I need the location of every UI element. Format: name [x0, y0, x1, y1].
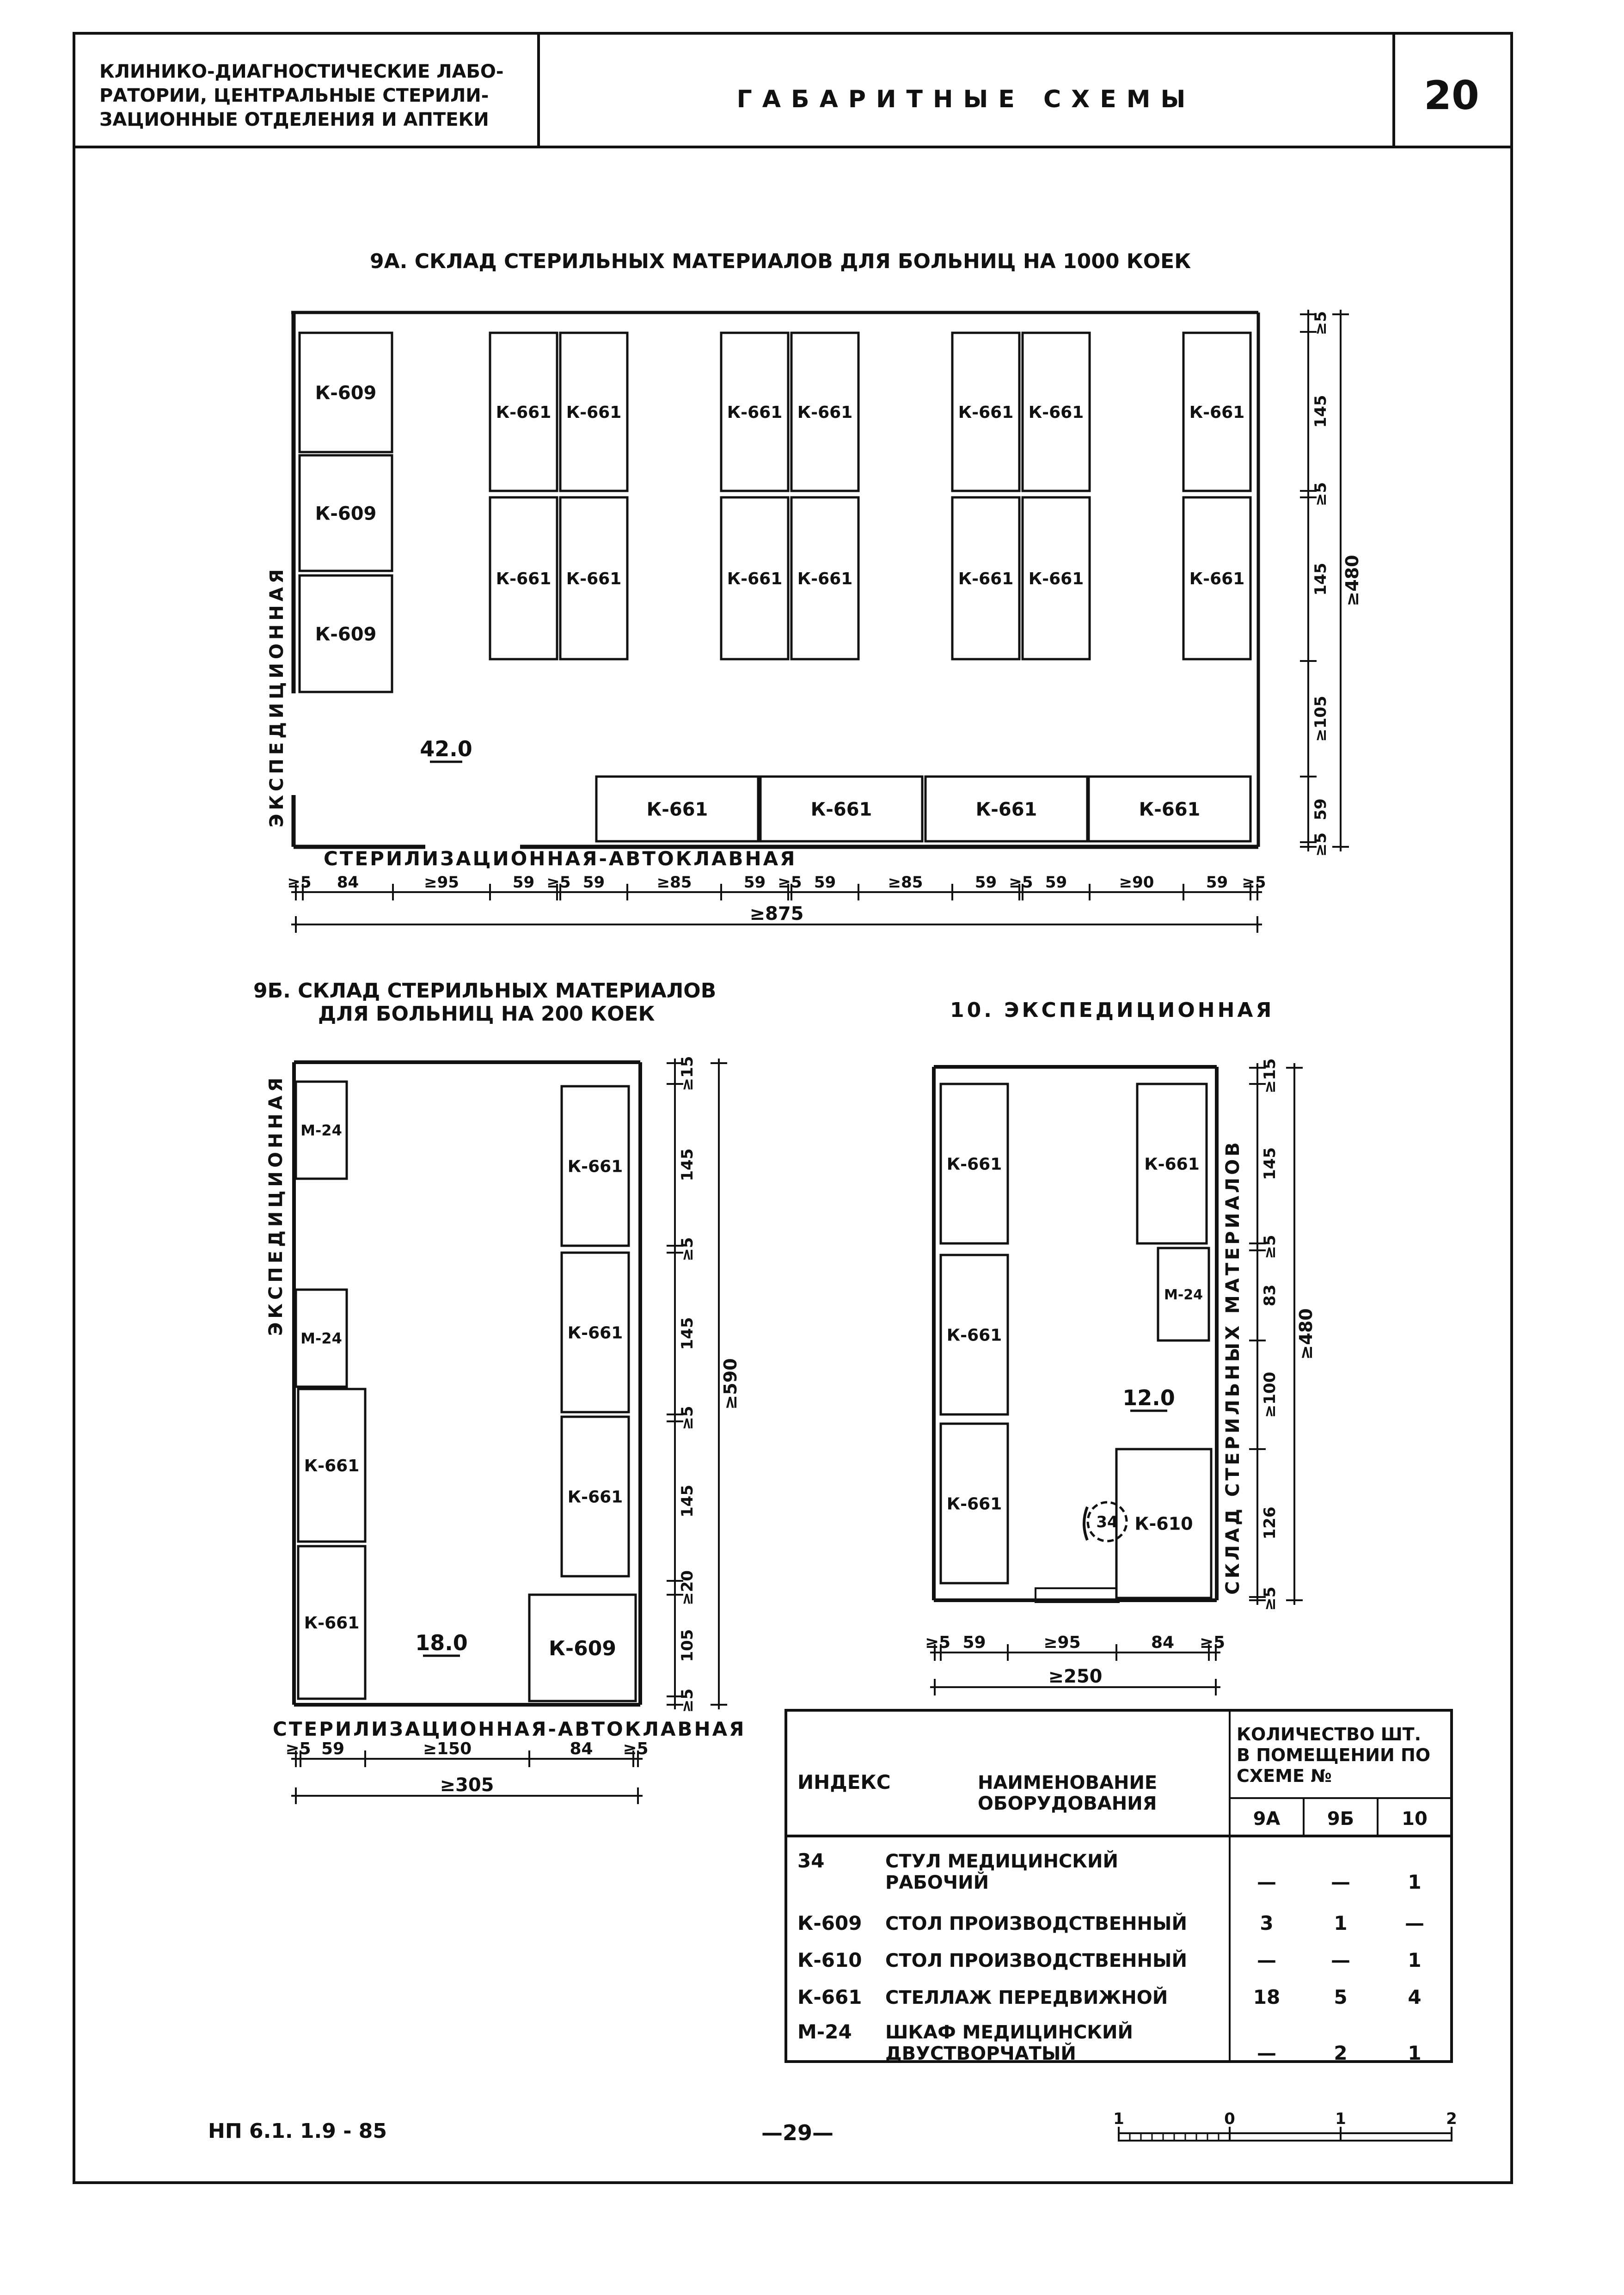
plan-10-left-rack-2-label: К-661 — [946, 1326, 1002, 1345]
equipment-table-scheme-10: 10 — [1402, 1808, 1428, 1830]
table-row-qty-9А: 18 — [1253, 1986, 1281, 2008]
table-row — [797, 1986, 1422, 2008]
plan-10-right-rack — [1137, 1084, 1207, 1243]
table-row-name-1: СТОЛ ПРОИЗВОДСТВЕННЫЙ — [885, 1950, 1187, 1971]
footer-code: НП 6.1. 1.9 - 85 — [208, 2119, 387, 2143]
table-row-name-1: СТЕЛЛАЖ ПЕРЕДВИЖНОЙ — [885, 1987, 1168, 2008]
plan-9b-dim-right-label-7: 105 — [678, 1629, 697, 1662]
plan-9b-title-line-2: ДЛЯ БОЛЬНИЦ НА 200 КОЕК — [318, 1002, 655, 1026]
plan-10 — [925, 1059, 1316, 1695]
equipment-table — [786, 1710, 1452, 2064]
plan-9a-dim-right-label-3: 145 — [1311, 563, 1330, 596]
plan-9a-dim-bottom-label-5: 59 — [582, 873, 605, 892]
table-row-qty-9Б: 1 — [1334, 1912, 1348, 1934]
table-row-qty-9А: — — [1257, 2042, 1276, 2064]
plan-9b-dim-right-label-3: 145 — [678, 1317, 697, 1350]
plan-9a-rack-7-label: К-661 — [797, 403, 853, 422]
table-row-qty-10: — — [1405, 1912, 1424, 1934]
plan-9b-dim-bottom-label-4: ≥5 — [623, 1739, 649, 1758]
plan-10-right-rack-label: К-661 — [1144, 1155, 1200, 1174]
header-left-line-2: РАТОРИИ, ЦЕНТРАЛЬНЫЕ СТЕРИЛИ- — [99, 85, 489, 106]
plan-9b-dim-right — [667, 1056, 697, 1713]
plan-9a-rack-10 — [952, 497, 1019, 659]
table-row — [797, 2020, 1422, 2064]
plan-9b-dim-bottom-label-0: ≥5 — [285, 1739, 311, 1758]
table-row-qty-10: 1 — [1408, 1871, 1422, 1893]
plan-9b-dim-right-label-4: ≥5 — [678, 1406, 697, 1430]
plan-9a-dim-right-label-6: ≥5 — [1311, 832, 1330, 857]
plan-9b-bottom-label: СТЕРИЛИЗАЦИОННАЯ-АВТОКЛАВНАЯ — [273, 1718, 746, 1740]
plan-9b-dim-right-label-2: ≥5 — [678, 1237, 697, 1261]
plan-9b-dim-bottom-label-2: ≥150 — [423, 1739, 472, 1758]
plan-9b-area: 18.0 — [415, 1630, 468, 1655]
table-row-index: К-609 — [797, 1912, 862, 1934]
table-row-name-1: СТУЛ МЕДИЦИНСКИЙ — [885, 1851, 1118, 1872]
plan-10-dim-right-label-3: 83 — [1261, 1284, 1279, 1307]
plan-10-left-rack-3-label: К-661 — [946, 1494, 1002, 1514]
plan-9a-rack-13 — [1183, 333, 1250, 491]
table-row — [797, 1849, 1422, 1893]
equipment-table-col-name-1: НАИМЕНОВАНИЕ — [978, 1772, 1158, 1793]
plan-9b-right-rack-3-label: К-661 — [567, 1487, 623, 1507]
plan-9b-title-line-1: 9Б. СКЛАД СТЕРИЛЬНЫХ МАТЕРИАЛОВ — [253, 979, 717, 1003]
plan-10-left-rack-3 — [941, 1424, 1008, 1583]
equipment-table-col-index: ИНДЕКС — [797, 1771, 891, 1793]
plan-9a-dim-total-h-label-0: ≥480 — [1342, 555, 1362, 606]
plan-9b-dim-total — [291, 1775, 643, 1804]
sheet-number: 20 — [1424, 73, 1479, 119]
plan-9b-table-label: К-609 — [548, 1636, 617, 1660]
plan-10-dim-bottom-label-4: ≥5 — [1199, 1633, 1226, 1652]
plan-9a-bottom-rack-3 — [925, 777, 1087, 841]
equipment-table-col-qty-2: В ПОМЕЩЕНИИ ПО — [1237, 1745, 1431, 1765]
plan-9a-bottom-rack-2-label: К-661 — [810, 799, 872, 820]
plan-9a-dim-right-label-2: ≥5 — [1311, 482, 1330, 507]
plan-9b-dim-total-h — [711, 1059, 741, 1709]
plan-9a-rack-1-label: К-661 — [496, 403, 552, 422]
plan-9a-dim-right — [1300, 310, 1330, 857]
plan-9b-right-rack-1-label: К-661 — [567, 1157, 623, 1176]
equipment-table-col-qty-1: КОЛИЧЕСТВО ШТ. — [1237, 1724, 1421, 1744]
header-left-line-3: ЗАЦИОННЫЕ ОТДЕЛЕНИЯ И АПТЕКИ — [99, 109, 489, 130]
plan-9b-dim-right-label-5: 145 — [678, 1485, 697, 1518]
plan-9a-dim-bottom-label-3: 59 — [512, 873, 535, 892]
plan-10-dim-bottom-label-2: ≥95 — [1043, 1633, 1081, 1652]
plan-9a-rack-2 — [490, 497, 557, 659]
plan-10-left-rack-1 — [941, 1084, 1008, 1243]
plan-9a-rack-14 — [1183, 497, 1250, 659]
plan-9a-rack-3-label: К-661 — [566, 403, 622, 422]
plan-10-dim-total-h-label-0: ≥480 — [1296, 1308, 1316, 1360]
plan-9a-rack-3 — [560, 333, 627, 491]
table-row-index: К-610 — [797, 1949, 862, 1971]
plan-9b-cabinet-1 — [296, 1082, 347, 1179]
plan-10-dim-right — [1249, 1059, 1279, 1611]
plan-9a-dim-bottom-label-9: 59 — [814, 873, 836, 892]
plan-9a-title: 9А. СКЛАД СТЕРИЛЬНЫХ МАТЕРИАЛОВ ДЛЯ БОЛЬНИЦ НА 1000 КОЕК — [370, 250, 1191, 273]
plan-9a-table-3 — [300, 575, 392, 692]
table-row-qty-10: 4 — [1408, 1986, 1422, 2008]
plan-9a-table-1 — [300, 333, 392, 452]
table-row-name-2: ДВУСТВОРЧАТЫЙ — [885, 2043, 1076, 2064]
plan-9b-dim-bottom-label-3: 84 — [570, 1739, 593, 1758]
plan-9a-bottom-rack-1 — [596, 777, 758, 841]
plan-9b-left-rack-2 — [298, 1546, 365, 1699]
plan-10-dim-bottom — [925, 1633, 1225, 1661]
scale-bar-label-1: 0 — [1224, 2110, 1235, 2128]
plan-9a-dim-total — [291, 903, 1262, 933]
plan-9a-bottom-rack-4 — [1089, 777, 1250, 841]
plan-9a-dim-right-label-0: ≥5 — [1311, 311, 1330, 336]
plan-9a-side-label: ЭКСПЕДИЦИОННАЯ — [266, 565, 288, 827]
plan-10-table-label: К-610 — [1134, 1513, 1193, 1534]
plan-9a-rack-13-label: К-661 — [1189, 403, 1245, 422]
plan-9b-side-label: ЭКСПЕДИЦИОННАЯ — [265, 1074, 287, 1336]
plan-9a-table-1-label: К-609 — [315, 382, 377, 404]
footer-page-number: —29— — [761, 2120, 834, 2145]
plan-9a-bottom-label: СТЕРИЛИЗАЦИОННАЯ-АВТОКЛАВНАЯ — [324, 847, 797, 870]
table-row-qty-9А: — — [1257, 1949, 1276, 1971]
plan-9b-right-rack-2 — [562, 1253, 629, 1412]
plan-9b-cabinet-2-label: М-24 — [300, 1329, 342, 1347]
header-center-title: ГАБАРИТНЫЕ СХЕМЫ — [736, 86, 1196, 113]
plan-10-title: 10. ЭКСПЕДИЦИОННАЯ — [950, 998, 1275, 1022]
plan-9a-bottom-rack-1-label: К-661 — [646, 799, 708, 820]
table-row-name-2: РАБОЧИЙ — [885, 1872, 989, 1893]
scale-bar-outline — [1119, 2133, 1452, 2141]
plan-9a-rack-4-label: К-661 — [566, 569, 622, 588]
plan-9a-rack-7 — [791, 333, 858, 491]
plan-9a-table-3-label: К-609 — [315, 624, 377, 645]
plan-9b-table — [529, 1595, 636, 1701]
plan-9a-rack-6-label: К-661 — [727, 569, 783, 588]
plan-9a-dim-bottom-label-12: ≥5 — [1009, 873, 1033, 892]
plan-9b-dim-bottom-label-1: 59 — [321, 1739, 345, 1758]
plan-9a-rack-12 — [1023, 497, 1090, 659]
plan-9a-bottom-rack-3-label: К-661 — [975, 799, 1037, 820]
table-row — [797, 1949, 1422, 1971]
plan-9a-rack-9 — [952, 333, 1019, 491]
table-row-qty-9А: — — [1257, 1871, 1276, 1893]
table-row-qty-9Б: — — [1331, 1871, 1350, 1893]
plan-10-dim-bottom-label-0: ≥5 — [925, 1633, 951, 1652]
plan-9b-dim-right-label-1: 145 — [678, 1148, 697, 1181]
plan-10-dim-total — [930, 1666, 1220, 1695]
table-row-qty-9Б: 5 — [1334, 1986, 1348, 2008]
plan-9b-dim-right-label-6: ≥20 — [678, 1570, 697, 1605]
plan-9a-rack-12-label: К-661 — [1028, 569, 1084, 588]
equipment-table-scheme-9a: 9А — [1253, 1808, 1281, 1830]
table-row-qty-9Б: — — [1331, 1949, 1350, 1971]
plan-10-area: 12.0 — [1122, 1385, 1175, 1410]
plan-9b-dim-total-label-0: ≥305 — [440, 1775, 494, 1796]
plan-9a-dim-bottom-label-10: ≥85 — [888, 873, 923, 892]
plan-10-left-rack-1-label: К-661 — [946, 1155, 1002, 1174]
plan-9b — [265, 1056, 746, 1804]
plan-9b-right-rack-3 — [562, 1417, 629, 1576]
plan-10-dim-bottom-label-3: 84 — [1151, 1633, 1175, 1652]
plan-10-dim-right-label-2: ≥5 — [1261, 1235, 1279, 1259]
plan-9a-bottom-rack-2 — [760, 777, 922, 841]
scale-bar — [1113, 2110, 1457, 2141]
plan-9a-table-2-label: К-609 — [315, 503, 377, 525]
plan-9b-right-rack-1 — [562, 1086, 629, 1246]
table-row-qty-9А: 3 — [1260, 1912, 1274, 1934]
plan-9a-rack-6 — [721, 497, 788, 659]
plan-9b-left-rack-1-label: К-661 — [304, 1456, 360, 1475]
plan-9b-cabinet-2 — [296, 1290, 347, 1387]
table-row-name-1: ШКАФ МЕДИЦИНСКИЙ — [885, 2022, 1133, 2043]
plan-9a-dim-bottom-label-11: 59 — [974, 873, 997, 892]
plan-9a-dim-bottom-label-16: ≥5 — [1242, 873, 1266, 892]
plan-9b-dim-total-h-label-0: ≥590 — [720, 1358, 741, 1410]
table-row — [797, 1912, 1424, 1934]
plan-9a-dim-right-label-4: ≥105 — [1311, 696, 1330, 742]
plan-9a-rack-4 — [560, 497, 627, 659]
plan-9a-bottom-rack-4-label: К-661 — [1139, 799, 1201, 820]
plan-9a-dim-total-label-0: ≥875 — [749, 903, 804, 924]
plan-9b-dim-right-label-8: ≥5 — [678, 1688, 697, 1713]
plan-9b-dim-bottom — [285, 1739, 648, 1767]
plan-9a-rack-8-label: К-661 — [797, 569, 853, 588]
plan-9a-dim-bottom-label-7: 59 — [743, 873, 766, 892]
plan-9b-right-rack-2-label: К-661 — [567, 1323, 623, 1343]
plan-10-left-rack-2 — [941, 1255, 1008, 1414]
plan-9b-left-rack-2-label: К-661 — [304, 1613, 360, 1633]
plan-9b-cabinet-1-label: М-24 — [300, 1121, 342, 1139]
plan-9a-rack-11 — [1023, 333, 1090, 491]
plan-9a-table-2 — [300, 455, 392, 571]
plan-9a-area: 42.0 — [420, 736, 472, 761]
plan-10-dim-right-label-6: ≥5 — [1261, 1586, 1279, 1611]
plan-9a-rack-5-label: К-661 — [727, 403, 783, 422]
plan-10-cabinet-label: М-24 — [1164, 1286, 1203, 1303]
plan-9a-rack-1 — [490, 333, 557, 491]
scale-bar-label-2: 1 — [1335, 2110, 1346, 2128]
plan-10-side-label: СКЛАД СТЕРИЛЬНЫХ МАТЕРИАЛОВ — [1222, 1139, 1244, 1595]
plan-9a-rack-10-label: К-661 — [958, 569, 1014, 588]
header-left-line-1: КЛИНИКО-ДИАГНОСТИЧЕСКИЕ ЛАБО- — [99, 61, 504, 82]
table-row-name-1: СТОЛ ПРОИЗВОДСТВЕННЫЙ — [885, 1913, 1187, 1934]
equipment-table-scheme-9b: 9Б — [1327, 1808, 1354, 1830]
plan-9a-dim-bottom-label-4: ≥5 — [546, 873, 571, 892]
plan-9a-rack-11-label: К-661 — [1028, 403, 1084, 422]
equipment-table-col-name-2: ОБОРУДОВАНИЯ — [978, 1793, 1157, 1814]
plan-9a-rack-2-label: К-661 — [496, 569, 552, 588]
plan-9a-dim-bottom-label-6: ≥85 — [656, 873, 692, 892]
equipment-table-col-qty-3: СХЕМЕ № — [1237, 1766, 1332, 1786]
plan-10-cabinet — [1158, 1248, 1209, 1340]
plan-9a-dim-bottom-label-8: ≥5 — [778, 873, 802, 892]
plan-9a — [266, 310, 1362, 933]
plan-9a-rack-9-label: К-661 — [958, 403, 1014, 422]
plan-10-dim-right-label-0: ≥15 — [1261, 1058, 1279, 1094]
plan-9a-dim-bottom-label-15: 59 — [1206, 873, 1228, 892]
plan-9b-dim-right-label-0: ≥15 — [678, 1056, 697, 1091]
table-row-index: М-24 — [797, 2020, 852, 2043]
plan-10-dim-bottom-label-1: 59 — [962, 1633, 986, 1652]
plan-9a-dim-bottom-label-13: 59 — [1045, 873, 1067, 892]
plan-10-table — [1116, 1449, 1211, 1598]
plan-9a-dim-bottom-label-14: ≥90 — [1119, 873, 1154, 892]
plan-9a-dim-bottom-label-0: ≥5 — [287, 873, 312, 892]
table-row-qty-10: 1 — [1408, 1949, 1422, 1971]
plan-10-dim-right-label-4: ≥100 — [1261, 1371, 1279, 1418]
header-left-title — [99, 61, 504, 130]
plan-9a-dim-bottom-label-2: ≥95 — [424, 873, 459, 892]
plan-9a-dim-bottom-label-1: 84 — [337, 873, 359, 892]
plan-10-dim-right-label-1: 145 — [1261, 1147, 1279, 1180]
table-row-qty-10: 1 — [1408, 2042, 1422, 2064]
plan-9a-rack-5 — [721, 333, 788, 491]
plan-9a-dim-right-label-5: 59 — [1311, 798, 1330, 820]
scale-bar-label-3: 2 — [1446, 2110, 1457, 2128]
plan-9a-dim-bottom — [287, 873, 1266, 900]
plan-9a-dim-right-label-1: 145 — [1311, 395, 1330, 428]
plan-10-dim-total-h — [1286, 1063, 1316, 1605]
plan-10-dim-right-label-5: 126 — [1261, 1506, 1279, 1540]
table-row-index: К-661 — [797, 1986, 862, 2008]
plan-10-dim-total-label-0: ≥250 — [1048, 1666, 1103, 1687]
plan-10-chair-label: 34 — [1096, 1513, 1118, 1531]
plan-9a-dim-total-h — [1332, 310, 1362, 851]
table-row-qty-9Б: 2 — [1334, 2042, 1348, 2064]
plan-9a-rack-8 — [791, 497, 858, 659]
plan-9b-left-rack-1 — [298, 1389, 365, 1542]
scale-bar-label-0: 1 — [1113, 2110, 1124, 2128]
table-row-index: 34 — [797, 1849, 825, 1872]
plan-9a-rack-14-label: К-661 — [1189, 569, 1245, 588]
